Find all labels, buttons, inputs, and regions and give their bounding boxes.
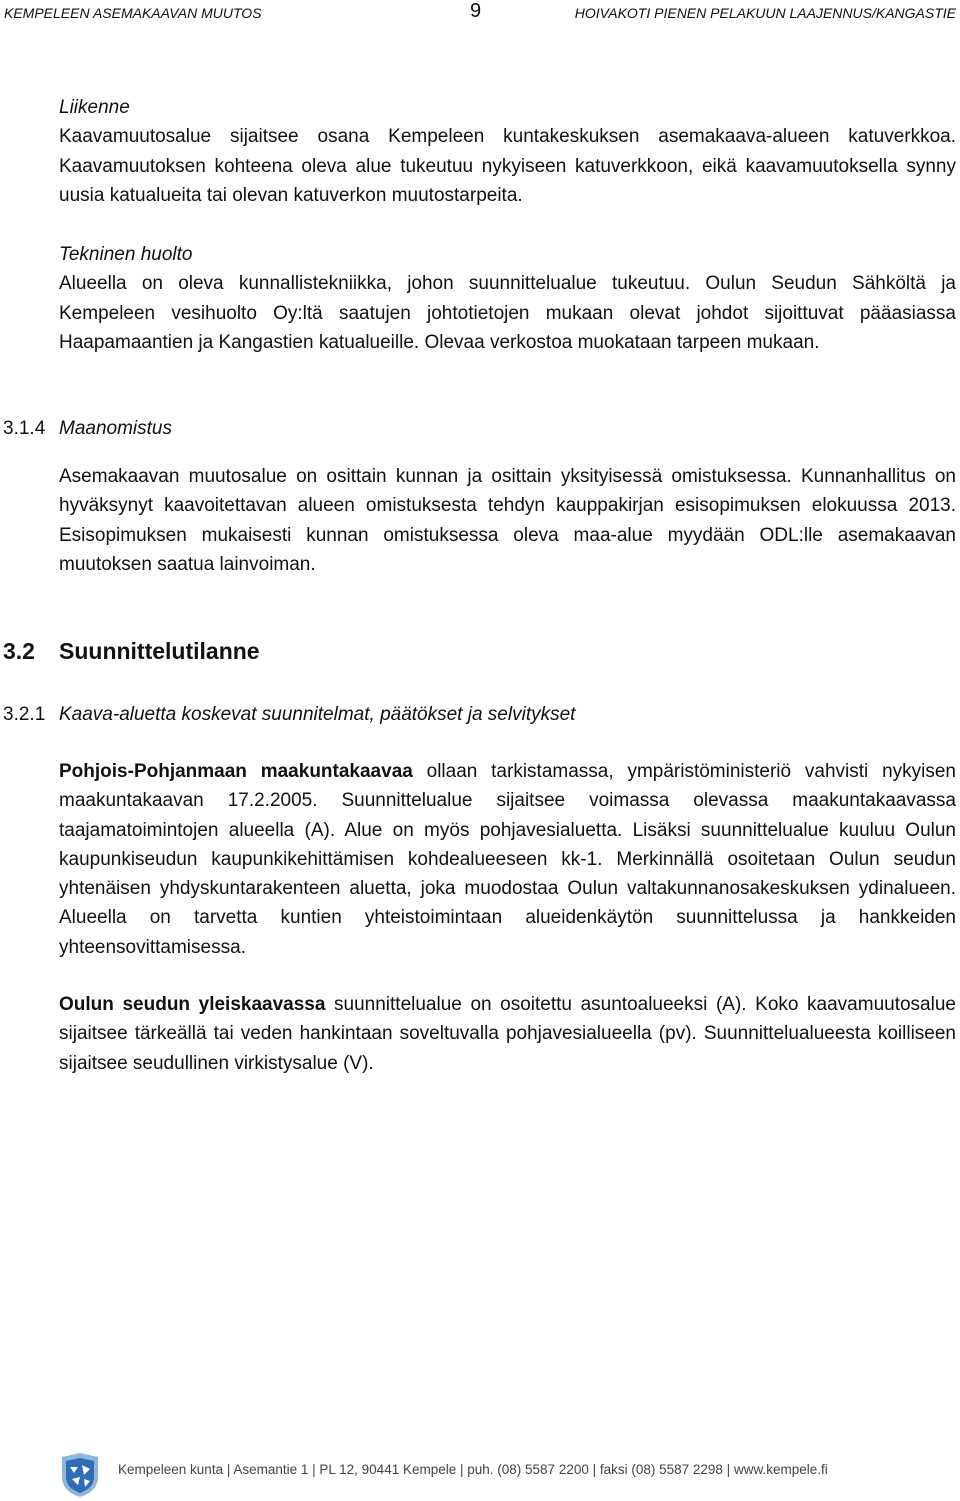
section-heading-suunnittelutilanne <box>3 638 260 665</box>
section-kaava-aluetta <box>59 700 956 729</box>
liikenne-heading: Liikenne <box>59 97 130 118</box>
section-liikenne <box>59 93 956 210</box>
maanomistus-number: 3.1.4 <box>3 418 46 439</box>
yleiskaava-block <box>59 990 956 1078</box>
suunnittelutilanne-number: 3.2 <box>3 638 35 664</box>
kaava-aluetta-heading: Kaava-aluetta koskevat suunnitelmat, päätökset ja selvitykset <box>59 704 576 725</box>
maanomistus-paragraph: Asemakaavan muutosalue on osittain kunnan ja osittain yksityisessä omistuksessa. Kunnanhallitus on hyväksynyt kaavoitettavan alueen omistuksesta tehdyn kauppakirjan esisopimuksen elokuussa 2013. Esisopimuksen mukaisesti kunnan omistuksessa oleva maa-alue myydään ODL:lle asemakaavan muutoksen saatua lainvoiman. <box>59 466 956 575</box>
maakuntakaava-text: ollaan tarkistamassa, ympäristöministeriö vahvisti nykyisen maakuntakaavan 17.2.2005. Suunnittelualue sijaitsee voimassa olevassa maakuntakaavassa taajamatoimintojen alueella (A). Alue on myös pohjavesialuetta. Lisäksi suunnittelualue kuuluu Oulun kaupunkiseudun kaupunkikehittämisen kohdealueeseen kk-1. Merkinnällä osoitetaan Oulun seudun yhtenäisen yhdyskuntarakenteen aluetta, joka muodostaa Oulun valtakunnanosakeskuksen ydinalueen. Alueella on tarvetta kuntien yhteistoimintaan alueidenkäytön suunnittelussa ja hankkeiden yhteensovittamisessa. <box>59 761 956 958</box>
yleiskaava-text: suunnittelualue on osoitettu asuntoalueeksi (A). Koko kaavamuutosalue sijaitsee tärkeällä tai veden hankintaan soveltuvalla pohjavesialueella (pv). Suunnittelualueesta koilliseen sijaitsee seudullinen virkistysalue (V). <box>59 994 956 1074</box>
header-document-title: KEMPELEEN ASEMAKAAVAN MUUTOS <box>4 5 262 21</box>
footer-contact-info: Kempeleen kunta | Asemantie 1 | PL 12, 90441 Kempele | puh. (08) 5587 2200 | faksi (08) 5587 2298 | www.kempele.fi <box>118 1462 828 1477</box>
kaava-aluetta-number: 3.2.1 <box>3 704 46 725</box>
page-header <box>0 0 960 28</box>
maakuntakaava-term: Pohjois-Pohjanmaan maakuntakaavaa <box>59 761 413 782</box>
maanomistus-body <box>59 462 956 579</box>
maanomistus-heading: Maanomistus <box>59 418 172 439</box>
section-maanomistus <box>59 414 956 443</box>
maakuntakaava-block <box>59 757 956 962</box>
suunnittelutilanne-title: Suunnittelutilanne <box>59 638 260 664</box>
tekninen-heading: Tekninen huolto <box>59 244 193 265</box>
liikenne-paragraph: Kaavamuutosalue sijaitsee osana Kempeleen kuntakeskuksen asemakaava-alueen katuverkkoa. Kaavamuutoksen kohteena oleva alue tukeutuu nykyiseen katuverkkoon, eikä kaavamuutoksella synny uusia katualueita tai olevan katuverkon muutostarpeita. <box>59 126 956 206</box>
page-number: 9 <box>470 0 482 22</box>
maakuntakaava-paragraph <box>59 757 956 962</box>
page-footer <box>0 1440 960 1501</box>
yleiskaava-paragraph <box>59 990 956 1078</box>
kempele-logo-icon <box>58 1451 102 1499</box>
yleiskaava-term: Oulun seudun yleiskaavassa <box>59 994 326 1015</box>
header-project-title: HOIVAKOTI PIENEN PELAKUUN LAAJENNUS/KANGASTIE <box>574 5 956 21</box>
tekninen-paragraph: Alueella on oleva kunnallistekniikka, johon suunnittelualue tukeutuu. Oulun Seudun Sähköltä ja Kempeleen vesihuolto Oy:ltä saatujen johtotietojen mukaan olevat johdot sijoittuvat pääasiassa Haapamaantien ja Kangastien katualueille. Olevaa verkostoa muokataan tarpeen mukaan. <box>59 273 956 353</box>
section-tekninen-huolto <box>59 240 956 357</box>
